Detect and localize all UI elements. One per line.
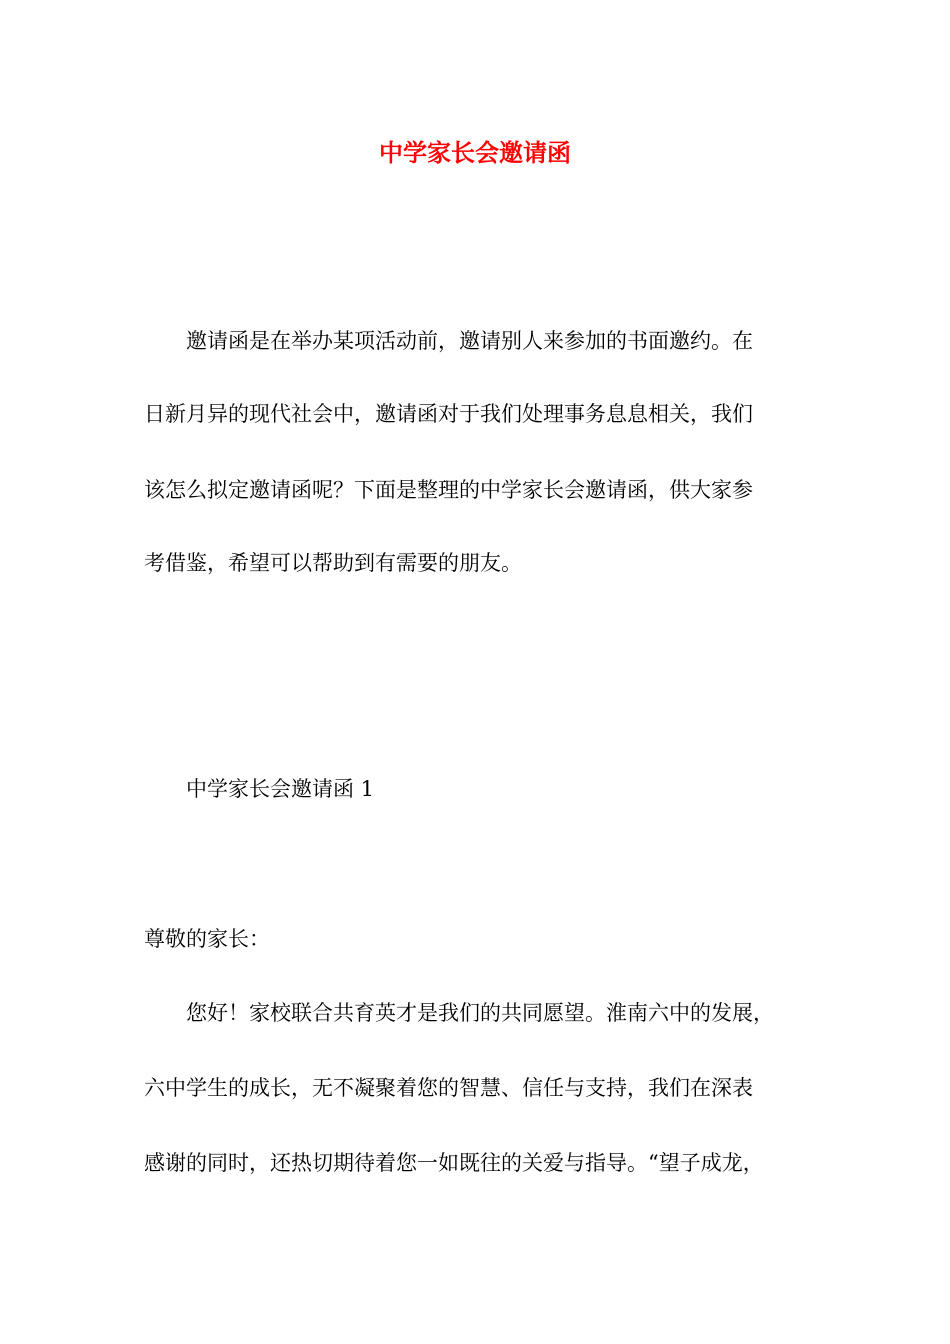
section-heading: 中学家长会邀请函 1 [186, 777, 375, 801]
body-line: 六中学生的成长，无不凝聚着您的智慧、信任与支持，我们在深表 [144, 1076, 753, 1100]
document-title: 中学家长会邀请函 [379, 138, 571, 167]
intro-line: 日新月异的现代社会中，邀请函对于我们处理事务息息相关，我们 [144, 402, 753, 426]
intro-line: 考借鉴，希望可以帮助到有需要的朋友。 [144, 551, 522, 575]
intro-line: 该怎么拟定邀请函呢？下面是整理的中学家长会邀请函，供大家参 [144, 478, 753, 502]
salutation: 尊敬的家长： [144, 927, 270, 951]
body-line: 感谢的同时，还热切期待着您一如既往的关爱与指导。“望子成龙， [144, 1151, 764, 1175]
body-line: 您好！家校联合共育英才是我们的共同愿望。淮南六中的发展， [186, 1001, 774, 1025]
intro-line: 邀请函是在举办某项活动前，邀请别人来参加的书面邀约。在 [186, 329, 753, 353]
